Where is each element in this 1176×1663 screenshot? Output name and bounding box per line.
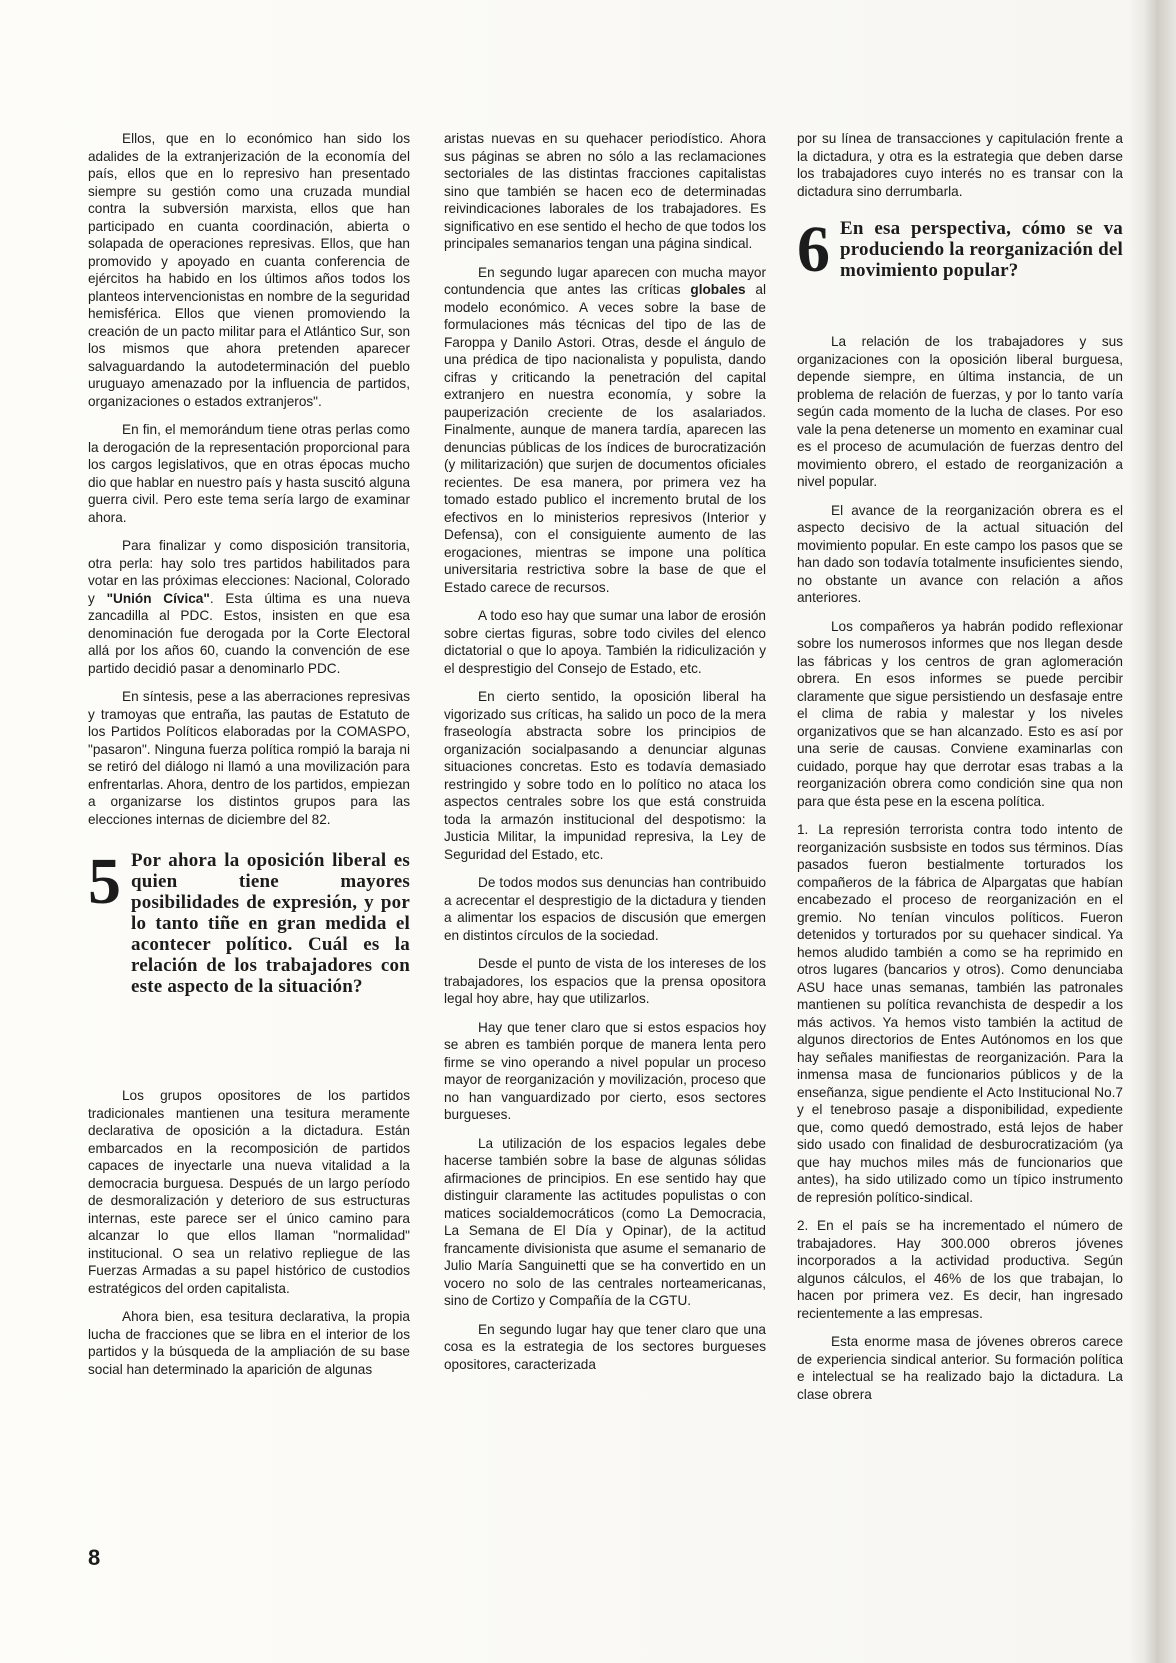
paragraph: De todos modos sus denuncias han contribuido a acrecentar el desprestigio de la dictadura y tienden a alimentar los espacios de discusión que emergen en distintos círculos de la sociedad.	[444, 875, 766, 943]
page-number: 8	[88, 1545, 101, 1570]
paragraph: La utilización de los espacios legales debe hacerse también sobre la base de algunas sólidas afirmaciones de principios. En ese sentido hay que distinguir claramente las actitudes populistas o con matices socialdemocráticos (como La Democracia, La Semana de El Día y Opinar), de la actitud francamente divisionista que asume el semanario de Julio María Sanguinetti que se ha convertido en un vocero no solo de las centrales norteamericanas, sino de Cortizo y Compañía de la CGTU.	[444, 1135, 766, 1308]
paragraph: En fin, el memorándum tiene otras perlas como la derogación de la representación proporcional para los cargos legislativos, que en otras épocas mucho dio que hablar en nuestro país y hasta suscitó alguna guerra civil. Pero este tema sería largo de examinar ahora.	[88, 422, 410, 525]
question-number: 5	[88, 845, 121, 918]
column-middle	[444, 130, 766, 1384]
paragraph: Desde el punto de vista de los intereses de los trabajadores, los espacios que la prensa opositora legal hoy abre, hay que utilizarlos.	[444, 956, 766, 1006]
column-left	[88, 130, 410, 1389]
paragraph: por su línea de transacciones y capitulación frente a la dictadura, y otra es la estrategia que deben darse los trabajadores cuyo interés no es transar con la dictadura sino derrumbarla.	[797, 131, 1123, 199]
paragraph: En segundo lugar aparecen con mucha mayor contundencia que antes las críticas globales al modelo económico. A veces sobre la base de formulaciones más técnicas del tipo de las de Faroppa y Danilo Astori. Otras, desde el ángulo de una prédica de tipo nacionalista y populista, dando cifras y criticando la penetración del capital extranjero en nuestra economía, y sobre la pauperización creciente de los asalariados. Finalmente, aunque de manera tardía, aparecen las denuncias públicas de los índices de burocratización (y militarización) que surjen de documentos oficiales recientes. De esa manera, por primera vez ha tomado estado publico el incremento brutal de los efectivos en lo ministerios represivos (Interior y Defensa), con el consiguiente aumento de las erogaciones, mientras se impone una política universitaria restrictiva sobre la base de que el Estado carece de recursos.	[444, 264, 766, 595]
paragraph: Ellos, que en lo económico han sido los adalides de la extranjerización de la economía del país, ellos que en lo represivo han presentado siempre su gestión como una cruzada mundial contra la subversión marxista, ellos que han participado en cuanta coordinación, abierta o solapada de operaciones represivas. Ellos, que han promovido y apoyado en cuanta conferencia de ejércitos ha habido en los últimos años todos los planteos intervencionistas en nombre de la seguridad hemisférica. Ellos que vienen promoviendo la creación de un pacto militar para el Atlántico Sur, son los mismos que ahora pretenden aparecer salvaguardando la autodeterminación del pueblo uruguayo amenazado por la influencia de partidos, organizaciones o estados extranjeros".	[88, 131, 410, 409]
paragraph: En síntesis, pese a las aberraciones represivas y tramoyas que entraña, las pautas de Estatuto de los Partidos Políticos elaboradas por la COMASPO, "pasaron". Ninguna fuerza política rompió la baraja ni se retiró del diálogo ni llamó a una movilización para enfrentarlas. Ahora, dentro de los partidos, empiezan a organizarse los distintos grupos para las elecciones internas de diciembre del 82.	[88, 689, 410, 827]
paragraph: Ahora bien, esa tesitura declarativa, la propia lucha de fracciones que se libra en el interior de los partidos y la búsqueda de la ampliación de su base social han determinado la aparición de algunas	[88, 1309, 410, 1377]
paragraph: A todo eso hay que sumar una labor de erosión sobre ciertas figuras, sobre todo civiles del elenco dictatorial o que lo apoya. También la ridiculización y el desprestigio del Consejo de Estado, etc.	[444, 608, 766, 676]
numbered-paragraph: 2. En el país se ha incrementado el número de trabajadores. Hay 300.000 obreros jóvenes incorporados a la actividad productiva. Según algunos cálculos, el 46% de los que trabajan, lo hacen por primera vez. Es decir, han ingresado recientemente a las empresas.	[797, 1218, 1123, 1321]
paragraph: En segundo lugar hay que tener claro que una cosa es la estrategia de los sectores burgueses opositores, caracterizada	[444, 1321, 766, 1372]
question-heading-6	[797, 213, 1123, 286]
numbered-paragraph: 1. La represión terrorista contra todo intento de reorganización susbsiste en todos sus términos. Días pasados fueron bestialmente torturados los compañeros de la fábrica de Alpargatas que habían encabezado el proceso de reorganización en el gremio. No tenían vinculos políticos. Fueron detenidos y torturados por su quehacer sindical. Ya hemos aludido también a como se ha reprimido en otros lugares (bancarios y otros). Como denunciaba ASU hace unas semanas, también las patronales mantienen su política revanchista de despedir a los más activos. Ya hemos visto también la actitud de algunos directorios de Entes Autónomos en los que hay señales manifiestas de reorganización. Para la inmensa masa de funcionarios públicos y de la enseñanza, sigue pendiente el Acto Institucional No.7 y el tenebroso pasaje a disponibilidad, expediente que, como quedó demostrado, está lejos de haber sido usado con finalidad de desburocratizacióm (ya que hay muchos miles más de funcionarios que antes), ha sido utilizado como un típico instrumento de represión político-sindical.	[797, 822, 1123, 1205]
paragraph: Los compañeros ya habrán podido reflexionar sobre los numerosos informes que nos llegan desde las fábricas y los centros de gran aglomeración obrera. En esos informes se puede percibir claramente que sigue persistiendo un desfasaje entre el clima de rabia y malestar y los niveles organizativos que se han alcanzado. Esto es así por una serie de causas. Conviene examinarlas con cuidado, porque hay que derrotar esas trabas a la reorganización obrera como condición sine qua non para que ésta pese en la escena política.	[797, 618, 1123, 809]
question-text: Por ahora la oposición liberal es quien tiene mayores posibilidades de expresión, y por lo tanto tiñe en gran medida el acontecer político. Cuál es la relación de los trabajadores con este aspecto de la situación?	[131, 850, 410, 997]
column-right	[797, 130, 1123, 1414]
question-heading-5	[88, 845, 410, 997]
question-number: 6	[797, 213, 830, 286]
paragraph: La relación de los trabajadores y sus organizaciones con la oposición liberal burguesa, depende siempre, en última instancia, de un problema de relación de fuerzas, y por lo tanto varía según cada momento de la lucha de clases. Por eso vale la pena detenerse un momento en examinar cual es el proceso de acumulación de fuerzas dentro del movimiento obrero, el estado de reorganización a nivel popular.	[797, 334, 1123, 489]
paragraph: En cierto sentido, la oposición liberal ha vigorizado sus críticas, ha salido un poco de la mera fraseología abstracta sobre los principios de organización socialpasando a denunciar algunas situaciones concretas. Esto es todavía demasiado restringido y sobre todo en lo político no ataca los aspectos centrales sobre los que está construida toda la armazón institucional del despotismo: la Justicia Militar, la impunidad represiva, la Ley de Seguridad del Estado, etc.	[444, 689, 766, 862]
paragraph: Los grupos opositores de los partidos tradicionales mantienen una tesitura meramente declarativa de oposición a la dictadura. Están embarcados en la recomposición de partidos capaces de inyectarle una nueva vitalidad a la democracia burguesa. Después de un largo período de desmoralización y deterioro de sus estructuras internas, este parece ser el único camino para alcanzar lo que ellos llaman "normalidad" institucional. O sea un relativo repliegue de las Fuerzas Armadas a su papel histórico de custodios estratégicos del orden capitalista.	[88, 1088, 410, 1296]
party-name-highlight: "Unión Cívica"	[106, 590, 210, 606]
paragraph: Esta enorme masa de jóvenes obreros carece de experiencia sindical anterior. Su formación política e intelectual se ha realizado bajo la dictadura. La clase obrera	[797, 1334, 1123, 1402]
paragraph: Para finalizar y como disposición transitoria, otra perla: hay solo tres partidos habilitados para votar en las próximas elecciones: Nacional, Colorado y "Unión Cívica". Esta última es una nueva zancadilla al PDC. Estos, insisten en que esa denominación fue derogada por la Corte Electoral allá por los años 60, cuando la convención de ese partido decidió pasar a denominarlo PDC.	[88, 538, 410, 676]
page-binding-edge	[1142, 0, 1176, 1663]
paragraph: aristas nuevas en su quehacer periodístico. Ahora sus páginas se abren no sólo a las reclamaciones sectoriales de las distintas fracciones capitalistas sino que también se hacen eco de determinadas reivindicaciones laborales de los trabajadores. Es significativo en ese sentido el hecho de que todos los principales semanarios tengan una página sindical.	[444, 131, 766, 251]
question-text: En esa perspectiva, cómo se va produciendo la reorganización del movimiento popular?	[840, 218, 1123, 281]
paragraph: El avance de la reorganización obrera es el aspecto decisivo de la actual situación del movimiento popular. En este campo los pasos que se han dado son todavía totalmente insuficientes siendo, no obstante un avance con relación a años anteriores.	[797, 502, 1123, 605]
emphasis: globales	[690, 282, 746, 297]
paragraph: Hay que tener claro que si estos espacios hoy se abren es también porque de manera lenta pero firme se vino operando a nivel popular un proceso mayor de reorganización y movilización, proceso que no han vanguardizado por cierto, esos sectores burgueses.	[444, 1019, 766, 1122]
